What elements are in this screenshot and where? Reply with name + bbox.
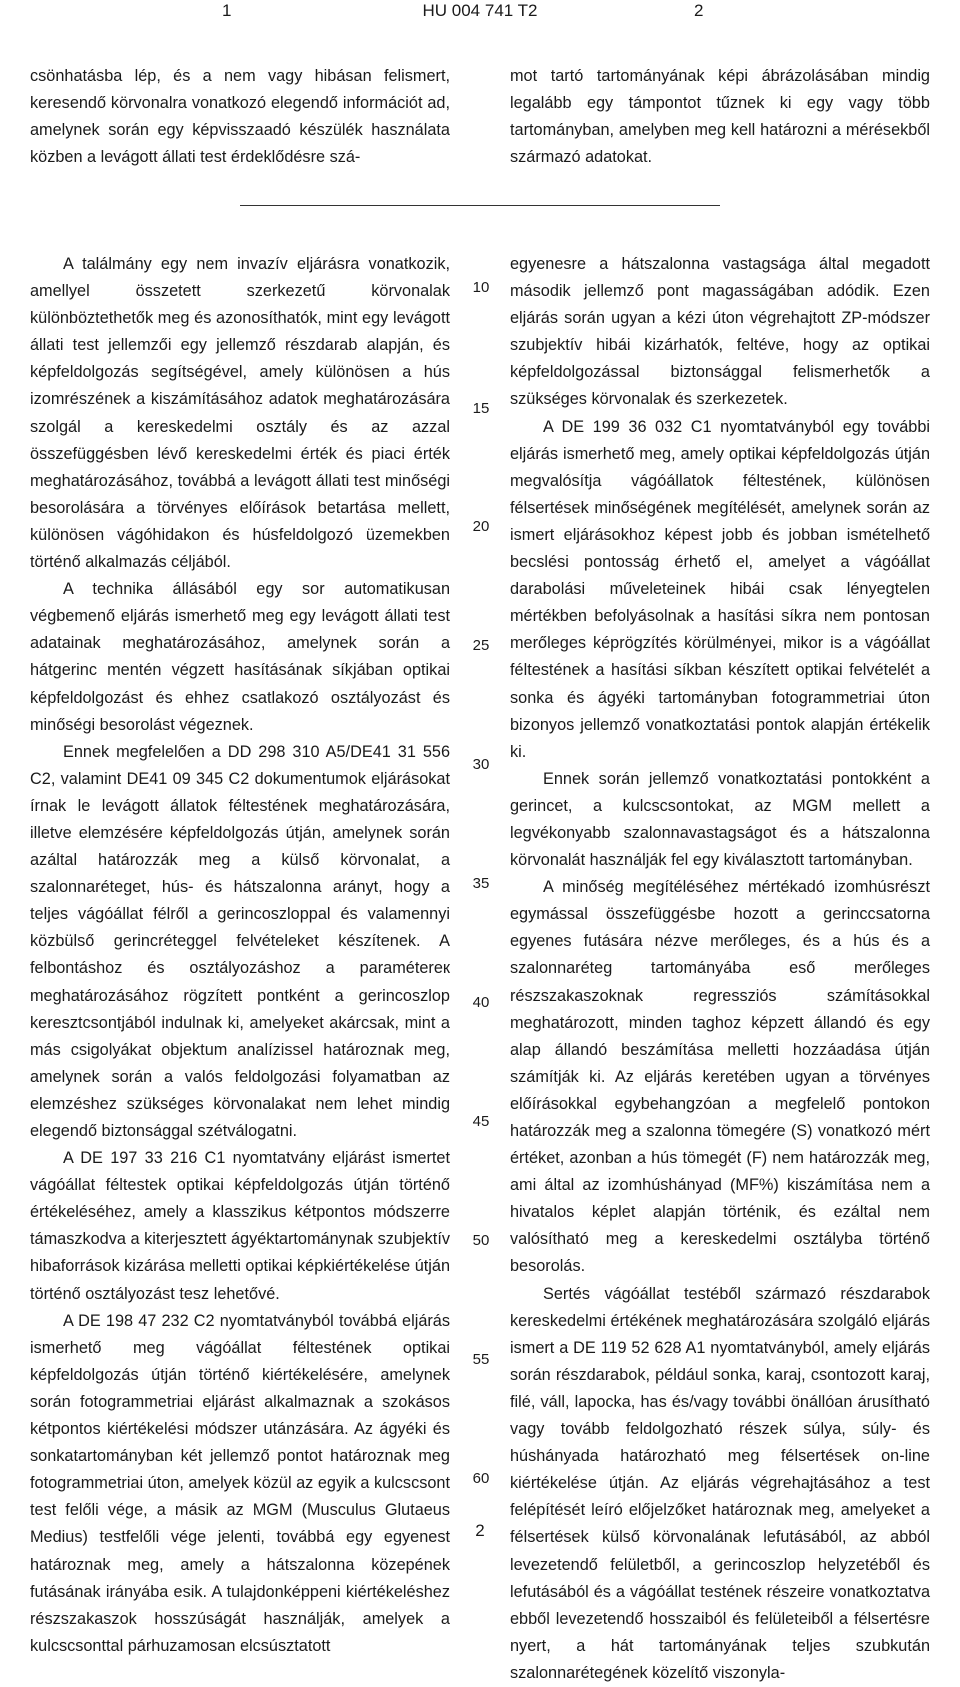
- paragraph: A DE 199 36 032 C1 nyomtatványból egy további eljárás ismerhető meg, amely optikai képfeldolgozás útján megvalósítja vágóállatok féltestének, különösen félsertések minőségének megítélését, amelynek során az ismert eljárásokhoz képest jobb és jobban ismételhető becslési pontosság érhető el, amelyet a vágóállat darabolási műveleteinek hibái csak lényegtelen mértékben befolyásolnak a hasítási síkra nem pontosan merőleges képrögzítés körülményei, mikor is a vágóállat féltestének a hasítási síkban készített optikai felvételét a sonka és ágyéki tartományban fotogrammetriai úton bizonyos jellemző vonatkoztatási pontok alapján értékelik ki.: [510, 417, 930, 761]
- paragraph: A találmány egy nem invazív eljárásra vonatkozik, amellyel összetett szerkezetű körvonalak különböztethetők meg és azonosíthatók, mint egy levágott állati test jellemzői egy jellemző részdarab alapján, és képfeldolgozás segítségével, amely különösen a hús izomrészének a kiszámításához adatok meghatározására szolgál a kereskedelmi osztály és az azzal összefüggésben lévő kereskedelmi érték és piaci érték meghatározásához, továbbá a levágott állati test minőségi besorolására a törvényes előírások betartása mellett, különösen vágóhidakon és húsfeldolgozó üzemekben történő alkalmazás céljából.: [30, 255, 450, 572]
- right-column: [510, 251, 930, 1687]
- header-left-page: 1: [222, 1, 232, 20]
- line-number: 25: [472, 637, 490, 654]
- paragraph: A DE 198 47 232 C2 nyomtatványból továbbá eljárás ismerhető meg vágóállat féltestének optikai képfeldolgozás útján történő kiértékelésére, amelynek során fotogrammetriai eljárást alkalmaznak a szokásos kétpontos kiértékelési módszer utánzására. Az ágyéki és sonkatartományban két jellemző pontot határoznak meg fotogrammetriai úton, amelyek közül az egyik a kulcscsont test felőli vége, a másik az MGM (Musculus Glutaeus Medius) testfelőli vége jelenti, továbbá egy egyenest határoznak meg, amely a hátszalonna közepének futásának irányába esik. A tulajdonképpeni kiértékeléshez részszakaszok hosszúságát használják, amelyek a kulcscsonttal párhuzamosan elcsúsztatott: [30, 1311, 450, 1655]
- line-number: 20: [472, 518, 490, 535]
- line-number: 60: [472, 1470, 490, 1487]
- footer-page-number: 2: [475, 1521, 485, 1540]
- paragraph: Ennek során jellemző vonatkoztatási pontokként a gerincet, a kulcscsontokat, az MGM mellett a legvékonyabb szalonnavastagságot és a hátszalonna körvonalát használják fel egy kiválasztott tartományban.: [510, 769, 930, 870]
- paragraph: Sertés vágóállat testéből származó részdarabok kereskedelmi értékének meghatározására szolgáló eljárás ismert a DE 119 52 628 A1 nyomtatványból, amely eljárás során részdarabok, például sonka, karaj, csontozott karaj, filé, váll, lapocka, has és/vagy további önállóan árusítható vagy tovább feldolgozható részek súlya, súly- és húshányada határozható meg félsertések on-line kiértékelése útján. Az eljárás végrehajtásához a test felépítését leíró előjelzőket határoznak meg, amelyeket a félsertések külső körvonalának lefutásából, az abból levezetendő felületből, a gerincoszlop helyzetéből és lefutásából és a vágóállat testének részeire vonatkoztatva ebből levezetendő hosszaiból és felületeiből a félsertésre nyert, a hát tartományának teljes szubkután szalonnarétegének közelítő viszonyla-: [510, 1284, 930, 1682]
- section-divider: [240, 205, 720, 206]
- paragraph: A DE 197 33 216 C1 nyomtatvány eljárást ismertet vágóállat féltestek optikai képfeldolgozás útján történő értékeléséhez, amely a klasszikus kétpontos módszerre támaszkodva a kiterjesztett ágyéktartománynak szubjektív hibaforrások kizárása melletti optikai képkiértékelése útján történő osztályozást tesz lehetővé.: [30, 1149, 450, 1303]
- top-left-text: [30, 63, 450, 171]
- top-right-text: [510, 63, 930, 171]
- line-number: 30: [472, 756, 490, 773]
- paragraph: A minőség megítéléséhez mértékadó izomhúsrészt egymással összefüggésbe hozott a gerinccsatorna egyenes futására nézve merőleges, és a hús és a szalonnaréteg tartományába eső merőleges részszakaszoknak regressziós számításokkal meghatározott, minden taghoz képzett állandó és egy alap állandó beszámítása melletti hozzáadása útján számítják ki. Az eljárás keretében ugyan a törvényes előírásokkal egybehangzóan a megfelelő pontokon határozzák meg a szalonna tömegére (S) vonatkozó mért értéket, azonban a hús tömegét (F) nem határozzák meg, ami által az izomhúshányad (MF%) kiszámítása nem a hivatalos képlet alapján történik, és ezáltal nem valósítható meg a kereskedelmi osztályba történő besorolás.: [510, 878, 930, 1276]
- paragraph: A technika állásából egy sor automatikusan végbemenő eljárás ismerhető meg egy levágott állati test adatainak meghatározásához, amelynek során a hátgerinc mentén végzett hasításának síkjában optikai képfeldolgozást és ehhez csatlakozó osztályozást és minőségi besorolást végeznek.: [30, 580, 450, 734]
- header-right-page: 2: [694, 1, 704, 20]
- left-column: [30, 251, 450, 1660]
- line-number: 40: [472, 994, 490, 1011]
- line-number: 55: [472, 1351, 490, 1368]
- paragraph: egyenesre a hátszalonna vastagsága által megadott második jellemző pont magasságában adódik. Ezen eljárás során ugyan a kézi úton végrehajtott ZP-módszer szubjektív hibái kizárhatók, feltéve, hogy az optikai képfeldolgozással biztonsággal felismerhetők a szükséges körvonalak és szerkezetek.: [510, 255, 930, 409]
- paragraph: Ennek megfelelően a DD 298 310 A5/DE41 31 556 C2, valamint DE41 09 345 C2 dokumentumok eljárásokat írnak le levágott állatok féltestének meghatározására, illetve elemzésére képfeldolgozás útján, amelynek során azáltal határozzák meg a külső körvonalat, a szalonnaréteget, hús- és hátszalonna arányt, hogy a teljes vágóállat félről a gerincoszloppal és valamennyi közbülső gerincréteggel felvételeket készítenek. A felbontáshoz és osztályozáshoz a paramétereк meghatározásához rögzített pontként a gerincoszlop keresztcsontjából indulnak ki, amelyeket akárcsak, mint a más csigolyákat objektum analízissel határoznak meg, amelynek során a valós feldolgozási folyamatban az elemzéshez szükséges körvonalakat nem lehet mindig elegendő biztonsággal szétválogatni.: [30, 742, 450, 1140]
- line-number: 10: [472, 279, 490, 296]
- paragraph: mot tartó tartományának képi ábrázolásában mindig legalább egy támpontot tűznek ki egy vagy több tartományban, amelyben meg kell határozni a mérésekből származó adatokat.: [510, 67, 930, 167]
- line-number: 35: [472, 875, 490, 892]
- paragraph: csönhatásba lép, és a nem vagy hibásan felismert, keresendő körvonalra vonatkozó elegendő információt ad, amelynek során egy képvisszaadó készülék használata közben a levágott állati test érdeklődésre szá-: [30, 67, 450, 167]
- line-number: 15: [472, 400, 490, 417]
- line-number: 45: [472, 1113, 490, 1130]
- header-doc-number: HU 004 741 T2: [422, 1, 538, 20]
- line-number: 50: [472, 1232, 490, 1249]
